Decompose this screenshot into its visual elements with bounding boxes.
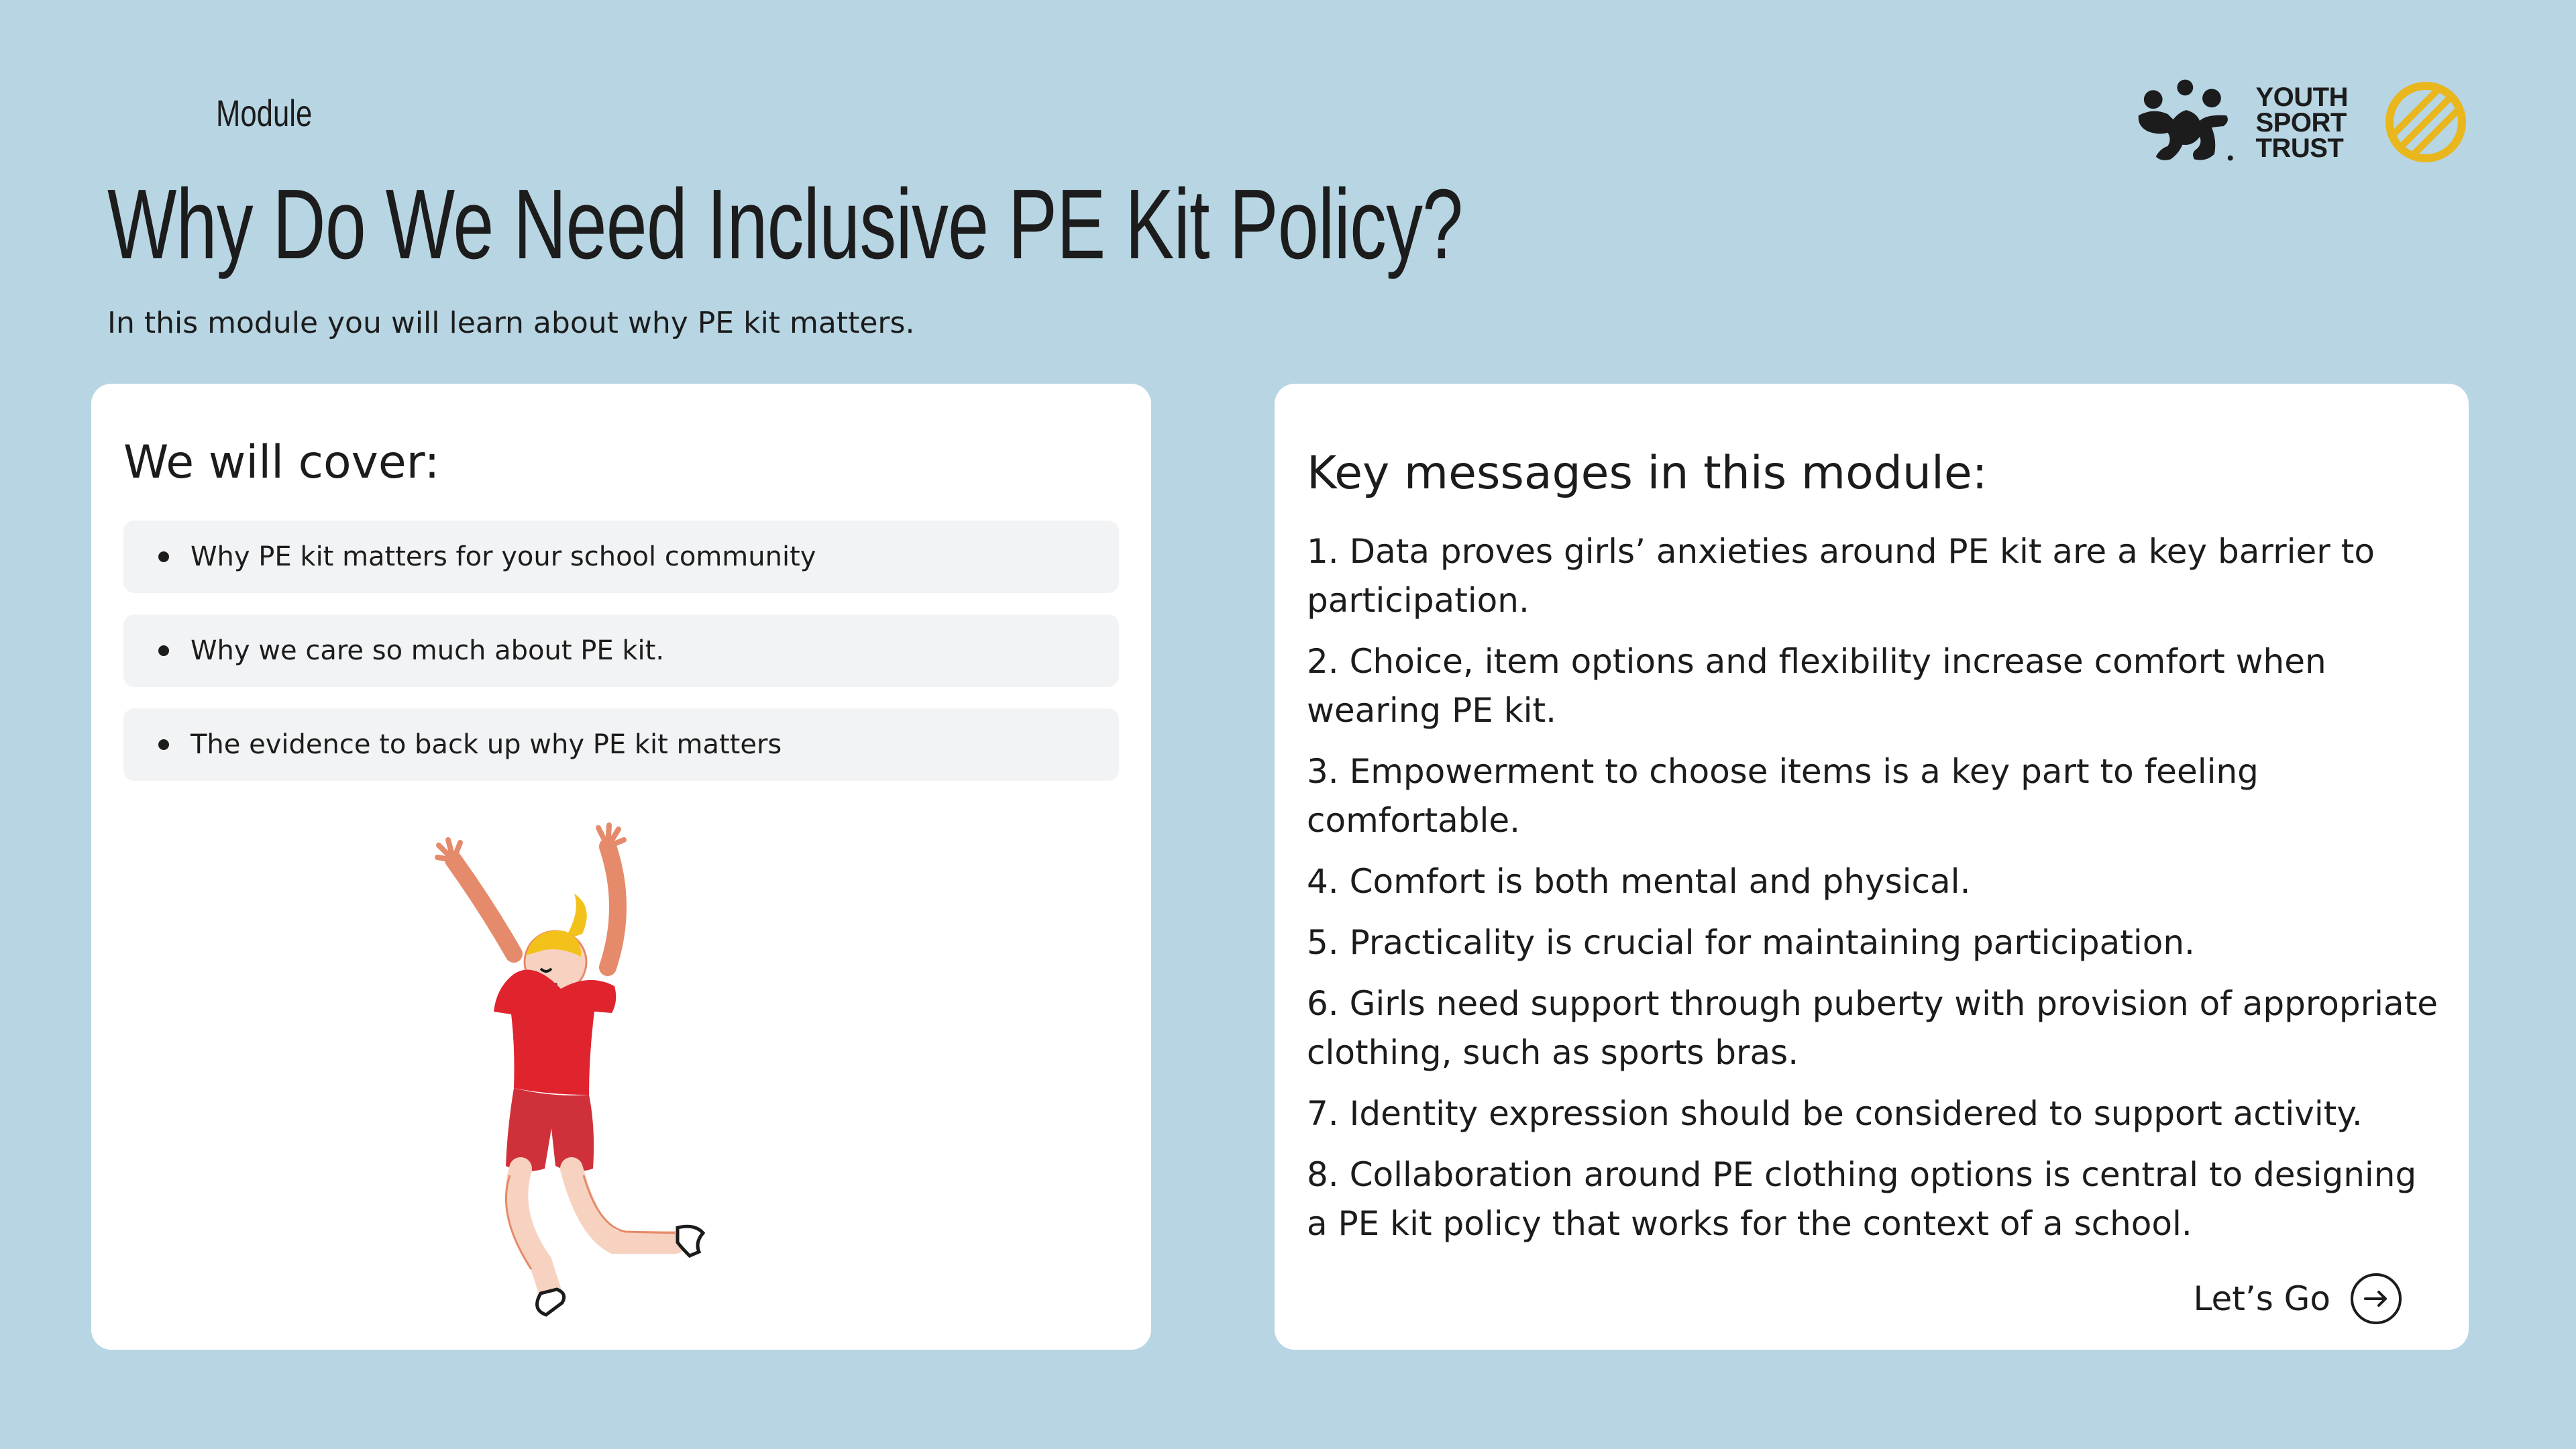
page-title: Why Do We Need Inclusive PE Kit Policy? xyxy=(107,169,1463,280)
bullet-icon xyxy=(158,551,169,562)
cover-list-item xyxy=(123,614,1119,687)
bullet-icon xyxy=(158,739,169,750)
logo-text-trust: TRUST xyxy=(2255,133,2344,163)
youth-sport-trust-logo xyxy=(2133,79,2348,166)
cover-item-label: Why we care so much about PE kit. xyxy=(191,635,665,666)
key-message-item: 7. Identity expression should be considered to support activity. xyxy=(1307,1094,2363,1133)
cover-title: We will cover: xyxy=(123,436,440,489)
key-messages-title: Key messages in this module: xyxy=(1307,447,1988,500)
module-eyebrow: Module xyxy=(216,92,313,134)
cover-item-label: The evidence to back up why PE kit matters xyxy=(191,729,782,760)
key-message-item: 6. Girls need support through puberty with provision of appropriate clothing, such as sports bras. xyxy=(1307,984,2438,1072)
logo-text-youth: YOUTH xyxy=(2255,83,2348,112)
key-message-item: 5. Practicality is crucial for maintaining participation. xyxy=(1307,923,2195,962)
striped-ring-icon xyxy=(2384,80,2467,164)
arrow-right-icon[interactable] xyxy=(2351,1273,2402,1324)
key-message-item: 4. Comfort is both mental and physical. xyxy=(1307,862,1971,901)
jumping-girl-drawing xyxy=(413,813,843,1336)
cover-item-label: Why PE kit matters for your school community xyxy=(191,541,816,572)
people-icon xyxy=(2133,79,2247,166)
key-message-item: 8. Collaboration around PE clothing options is central to designing a PE kit policy that works for the context of a school. xyxy=(1307,1155,2417,1243)
logo-text-sport: SPORT xyxy=(2255,108,2347,138)
key-message-item: 2. Choice, item options and flexibility increase comfort when wearing PE kit. xyxy=(1307,642,2326,730)
cover-list-item xyxy=(123,521,1119,593)
lets-go-button[interactable] xyxy=(2193,1273,2402,1324)
lets-go-label: Let’s Go xyxy=(2193,1279,2330,1318)
key-message-item: 3. Empowerment to choose items is a key part to feeling comfortable. xyxy=(1307,752,2259,840)
page-subtitle: In this module you will learn about why PE kit matters. xyxy=(107,306,915,340)
key-messages-card xyxy=(1275,384,2469,1350)
cover-list-item xyxy=(123,708,1119,781)
bullet-icon xyxy=(158,645,169,656)
cover-card xyxy=(91,384,1151,1350)
cover-list xyxy=(123,521,1119,802)
key-messages-list xyxy=(1307,527,2440,1260)
key-message-item: 1. Data proves girls’ anxieties around PE kit are a key barrier to participation. xyxy=(1307,532,2375,620)
